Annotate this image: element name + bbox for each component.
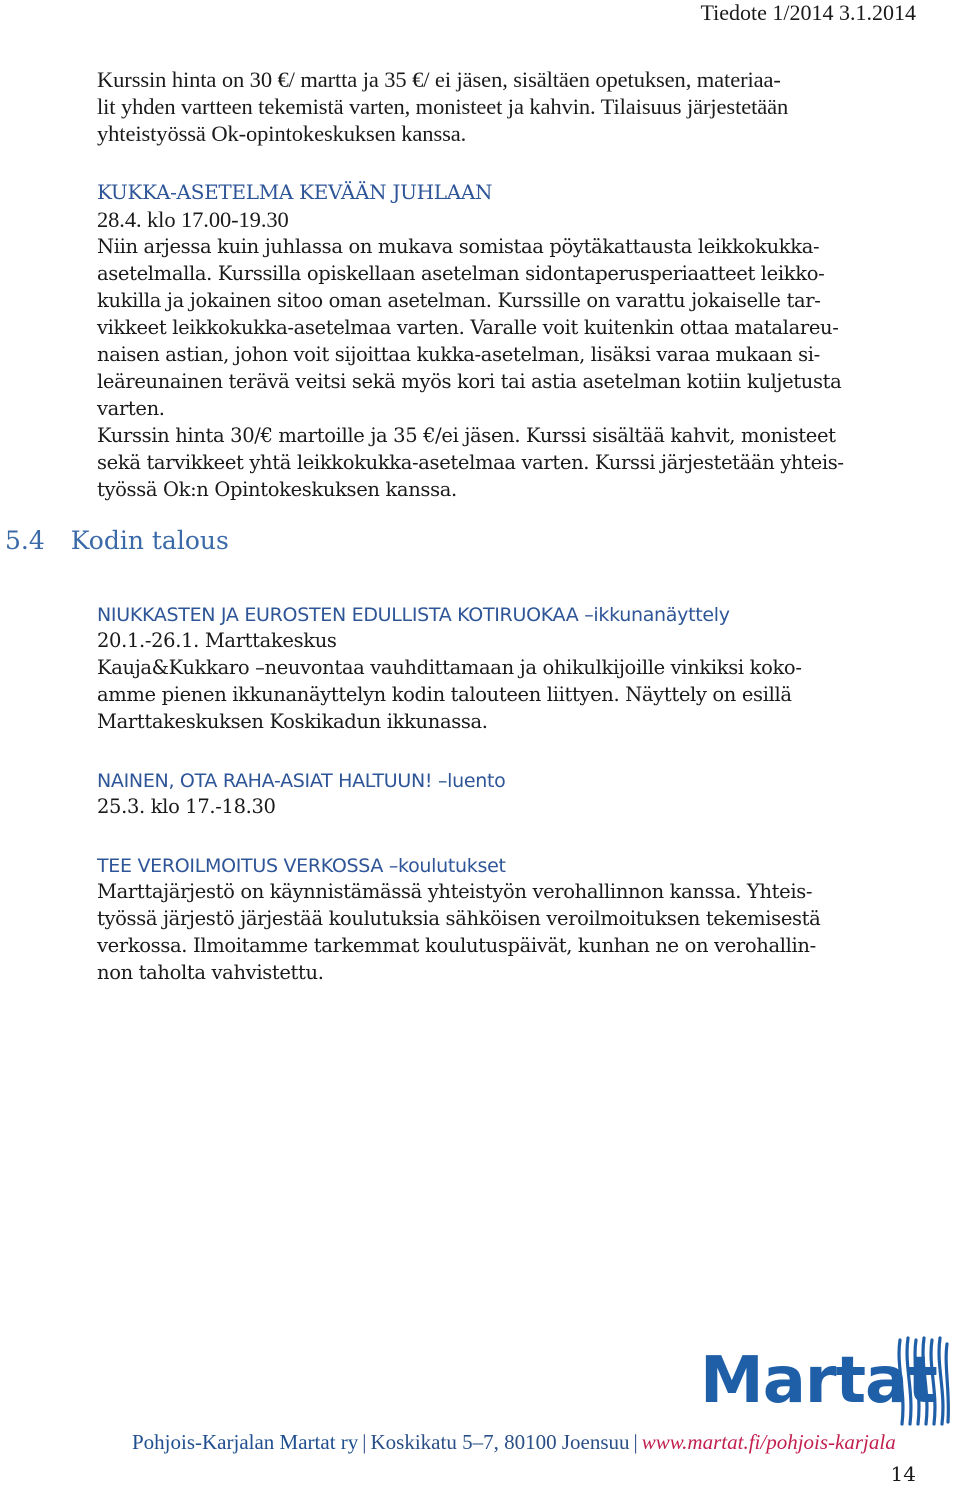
kukka-line: sekä tarvikkeet yhtä leikkokukka-asetelmaa varten. Kurssi järjestetään yhteis- (97, 451, 844, 474)
veroilmoitus-line: Marttajärjestö on käynnistämässä yhteistyön verohallinnon kanssa. Yhteis- (97, 880, 813, 903)
footer-separator: | (362, 1430, 367, 1454)
section-name: Kodin talous (70, 526, 229, 555)
intro-paragraph (97, 66, 927, 147)
veroilmoitus-line: työssä järjestö järjestää koulutuksia sähköisen veroilmoituksen tekemisestä (97, 907, 821, 930)
nainen-heading: NAINEN, OTA RAHA-ASIAT HALTUUN! –luento (97, 770, 506, 792)
footer-bar (132, 1430, 952, 1460)
veroilmoitus-line: non taholta vahvistettu. (97, 961, 324, 984)
kukka-line: työssä Ok:n Opintokeskuksen kanssa. (97, 478, 457, 501)
niukkasten-section (97, 604, 937, 735)
kukka-line: leäreunainen terävä veitsi sekä myös kori tai astia asetelman kotiin kuljetusta (97, 370, 842, 393)
footer-separator: | (633, 1430, 638, 1454)
intro-line: Kurssin hinta on 30 €/ martta ja 35 €/ ei jäsen, sisältäen opetuksen, materiaa- (97, 67, 781, 92)
kukka-line: vikkeet leikkokukka-asetelmaa varten. Varalle voit kuitenkin ottaa matalareu- (97, 316, 839, 339)
nainen-section (97, 770, 937, 820)
kukka-section (97, 180, 927, 503)
niukkasten-heading: NIUKKASTEN JA EUROSTEN EDULLISTA KOTIRUOKAA –ikkunanäyttely (97, 604, 730, 626)
kukka-date: 28.4. klo 17.00-19.30 (97, 207, 289, 232)
kukka-line: Niin arjessa kuin juhlassa on mukava somistaa pöytäkattausta leikkokukka- (97, 235, 820, 258)
page-header: Tiedote 1/2014 3.1.2014 (700, 0, 916, 25)
kukka-line: kukilla ja jokainen sitoo oman asetelman. Kurssille on varattu jokaiselle tar- (97, 289, 821, 312)
intro-line: lit yhden vartteen tekemistä varten, monisteet ja kahvin. Tilaisuus järjestetään (97, 94, 789, 119)
section-number: 5.4 (5, 526, 45, 555)
footer-url[interactable]: www.martat.fi/pohjois-karjala (641, 1430, 896, 1454)
page-number: 14 (890, 1462, 916, 1486)
veroilmoitus-line: verkossa. Ilmoitamme tarkemmat koulutuspäivät, kunhan ne on verohallin- (97, 934, 816, 957)
section-title (5, 526, 229, 555)
footer-address: Koskikatu 5–7, 80100 Joensuu (370, 1430, 630, 1454)
niukkasten-line: Marttakeskuksen Koskikadun ikkunassa. (97, 710, 488, 733)
kukka-line: naisen astian, johon voit sijoittaa kukka-asetelman, lisäksi varaa mukaan si- (97, 343, 820, 366)
kukka-heading: KUKKA-ASETELMA KEVÄÄN JUHLAAN (97, 180, 493, 204)
veroilmoitus-heading: TEE VEROILMOITUS VERKOSSA –koulutukset (97, 855, 506, 877)
niukkasten-line: amme pienen ikkunanäyttelyn kodin talouteen liittyen. Näyttely on esillä (97, 683, 792, 706)
kukka-line: varten. (97, 397, 165, 420)
martat-logo (700, 1336, 952, 1426)
niukkasten-line: 20.1.-26.1. Marttakeskus (97, 629, 337, 652)
intro-line: yhteistyössä Ok-opintokeskuksen kanssa. (97, 121, 467, 146)
logo-wordmark: Martat (700, 1344, 937, 1418)
niukkasten-line: Kauja&Kukkaro –neuvontaa vauhdittamaan ja ohikulkijoille vinkiksi koko- (97, 656, 802, 679)
nainen-date: 25.3. klo 17.-18.30 (97, 795, 276, 818)
kukka-line: asetelmalla. Kurssilla opiskellaan asetelman sidontaperusperiaatteet leikko- (97, 262, 825, 285)
veroilmoitus-section (97, 855, 937, 986)
yarn-icon (892, 1336, 952, 1428)
footer-org: Pohjois-Karjalan Martat ry (132, 1430, 359, 1454)
kukka-line: Kurssin hinta 30/€ martoille ja 35 €/ei jäsen. Kurssi sisältää kahvit, monisteet (97, 424, 836, 447)
